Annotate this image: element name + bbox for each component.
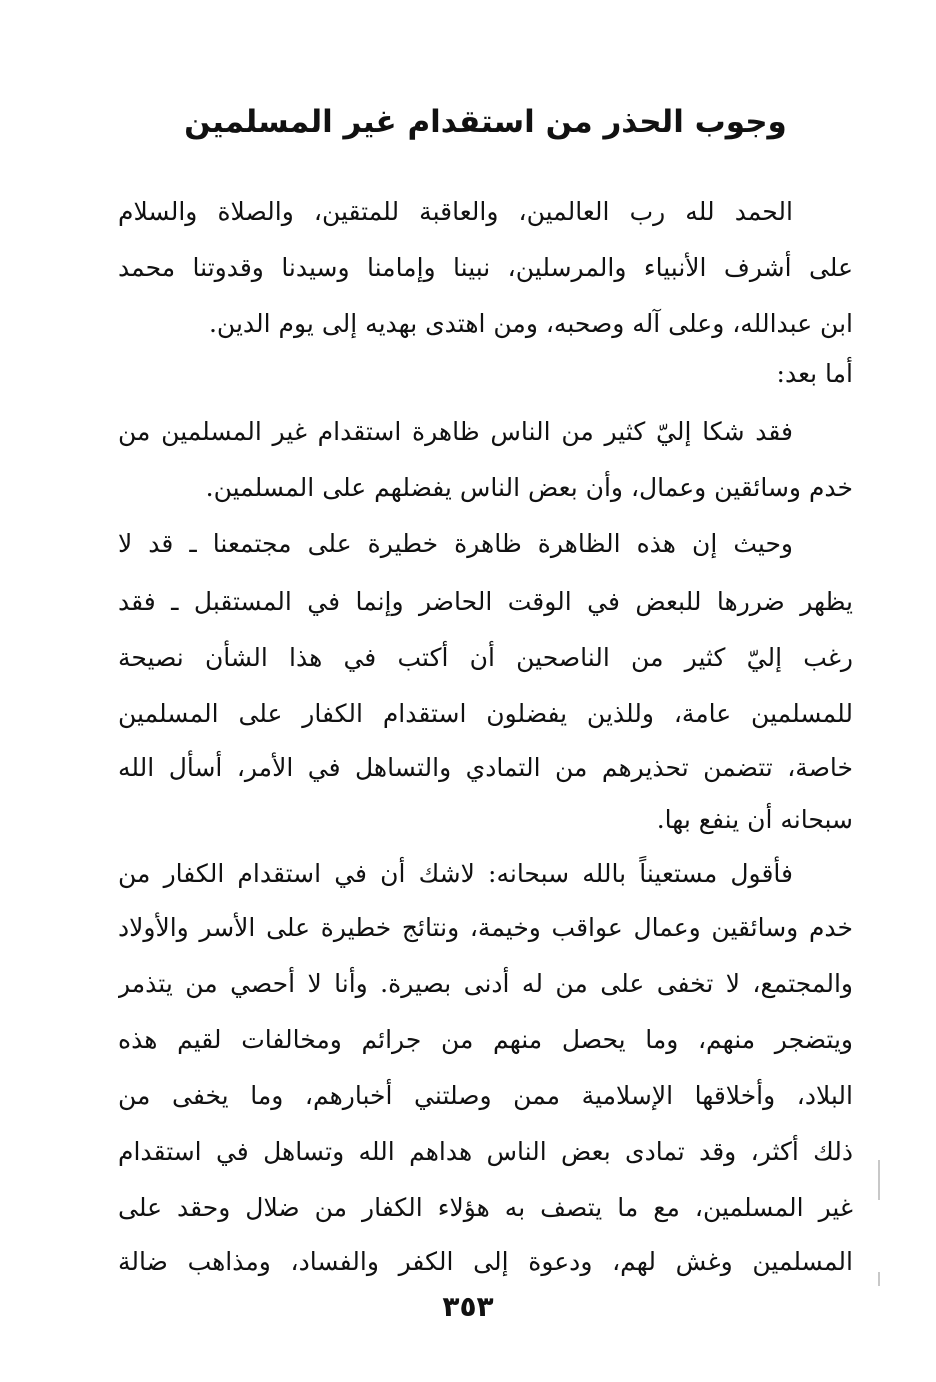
text-line: ويتضجر منهم، وما يحصل منهم من جرائم ومخالفات لقيم هذه [118, 1025, 853, 1054]
scan-margin-mark [878, 1160, 880, 1200]
text-line: فقد شكا إليّ كثير من الناس ظاهرة استقدام غير المسلمين من [118, 417, 793, 446]
text-line: الحمد لله رب العالمين، والعاقبة للمتقين، والصلاة والسلام [118, 197, 793, 226]
text-line: ابن عبدالله، وعلى آله وصحبه، ومن اهتدى بهديه إلى يوم الدين. [208, 309, 853, 338]
text-line: خاصة، تتضمن تحذيرهم من التمادي والتساهل في الأمر، أسأل الله [118, 753, 853, 782]
page-number: ٣٥٣ [442, 1290, 494, 1323]
text-line: أما بعد: [776, 359, 853, 388]
text-line: فأقول مستعيناً بالله سبحانه: لاشك أن في استقدام الكفار من [118, 859, 793, 888]
text-line: المسلمين وغش لهم، ودعوة إلى الكفر والفساد، ومذاهب ضالة [118, 1247, 853, 1276]
text-line: سبحانه أن ينفع بها. [656, 805, 853, 834]
scan-margin-mark [878, 1272, 880, 1286]
text-line: البلاد، وأخلاقها الإسلامية ممن وصلتني أخبارهم، وما يخفى من [118, 1081, 853, 1110]
text-line: رغب إليّ كثير من الناصحين أن أكتب في هذا الشأن نصيحة [118, 643, 853, 672]
text-line: خدم وسائقين وعمال، وأن بعض الناس يفضلهم على المسلمين. [205, 473, 853, 502]
text-line: والمجتمع، لا تخفى على من له أدنى بصيرة. وأنا لا أحصي من يتذمر [118, 969, 853, 998]
text-line: وحيث إن هذه الظاهرة ظاهرة خطيرة على مجتمعنا ـ قد لا [118, 529, 793, 558]
text-line: ذلك أكثر، وقد تمادى بعض الناس هداهم الله وتساهل في استقدام [118, 1137, 853, 1166]
text-line: يظهر ضررها للبعض في الوقت الحاضر وإنما في المستقبل ـ فقد [118, 587, 853, 616]
chapter-title: وجوب الحذر من استقدام غير المسلمين [184, 104, 787, 140]
text-line: للمسلمين عامة، وللذين يفضلون استقدام الكفار على المسلمين [118, 699, 853, 728]
text-line: على أشرف الأنبياء والمرسلين، نبينا وإمامنا وسيدنا وقدوتنا محمد [118, 253, 853, 282]
text-line: خدم وسائقين وعمال عواقب وخيمة، ونتائج خطيرة على الأسر والأولاد [118, 913, 853, 942]
text-line: غير المسلمين، مع ما يتصف به هؤلاء الكفار من ضلال وحقد على [118, 1193, 853, 1222]
